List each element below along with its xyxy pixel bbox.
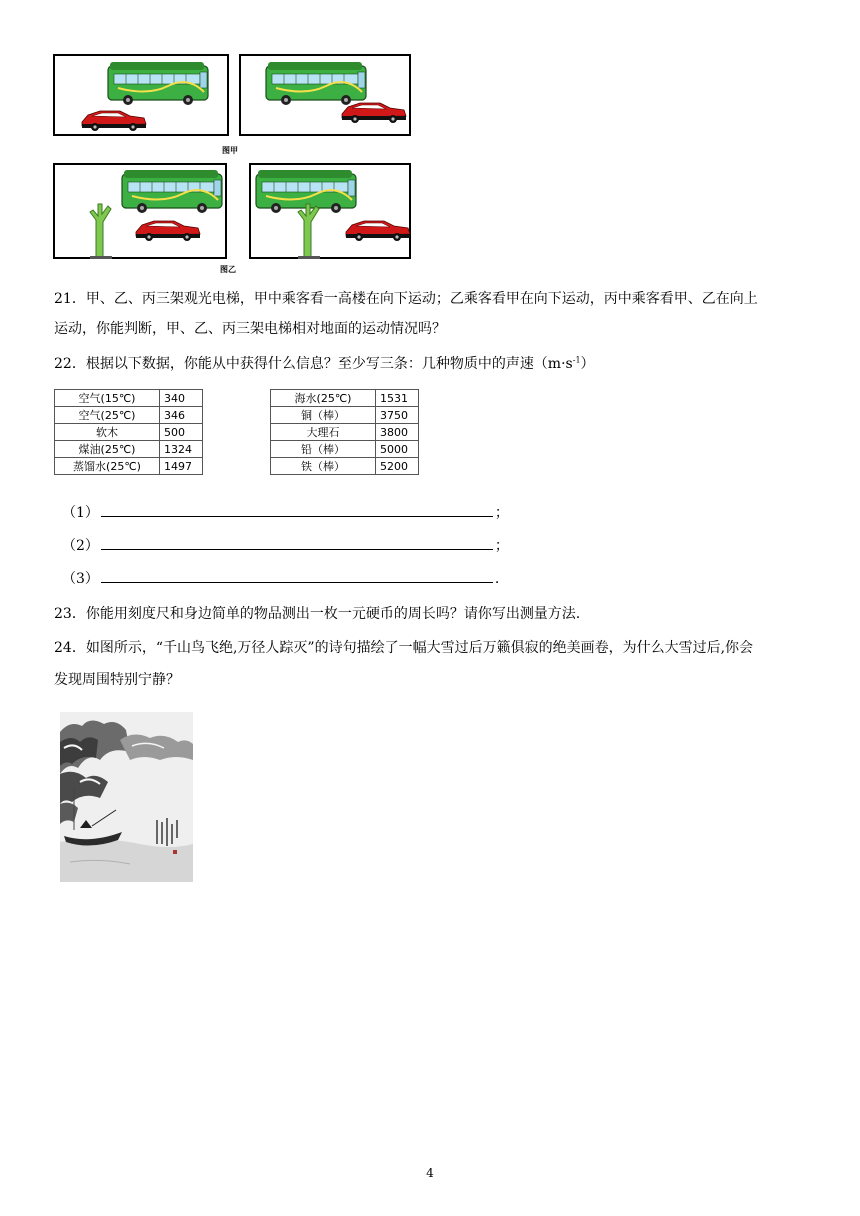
- q22-unit-sup: -1: [572, 355, 581, 365]
- caption-top: 图甲: [222, 146, 238, 155]
- material-name: 铅（棒）: [271, 441, 376, 458]
- sound-row: [271, 441, 419, 458]
- material-name: 蒸馏水(25℃): [55, 458, 160, 475]
- motion-figure-svg: [52, 52, 412, 274]
- q24-line2: 发现周围特别宁静？: [54, 672, 180, 688]
- sound-speed-value: 3800: [376, 424, 419, 441]
- sound-speed-value: 1531: [376, 390, 419, 407]
- material-name: 铁（棒）: [271, 458, 376, 475]
- blank-end-3: .: [494, 571, 500, 587]
- sound-speed-value: 346: [160, 407, 203, 424]
- sound-speed-value: 1497: [160, 458, 203, 475]
- sound-speed-value: 5000: [376, 441, 419, 458]
- q22-close: ）: [580, 356, 595, 372]
- sound-speed-value: 340: [160, 390, 203, 407]
- sound-row: [55, 441, 203, 458]
- answer-blank-3[interactable]: [62, 568, 499, 588]
- blank-end-2: ；: [494, 538, 509, 554]
- material-name: 煤油(25℃): [55, 441, 160, 458]
- material-name: 大理石: [271, 424, 376, 441]
- blank-line-1[interactable]: [101, 504, 493, 517]
- blank-line-3[interactable]: [101, 570, 493, 583]
- sound-speed-value: 500: [160, 424, 203, 441]
- sound-row: [55, 458, 203, 475]
- painting-svg: [60, 712, 193, 882]
- sound-row: [55, 424, 203, 441]
- sound-row: [271, 458, 419, 475]
- material-name: 海水(25℃): [271, 390, 376, 407]
- blank-label-1: （1）: [62, 505, 99, 521]
- material-name: 空气(15℃): [55, 390, 160, 407]
- snow-landscape-painting: [60, 712, 193, 882]
- answer-blank-1[interactable]: [62, 502, 509, 522]
- sound-row: [55, 390, 203, 407]
- sound-table-right: [270, 389, 419, 475]
- sound-row: [271, 424, 419, 441]
- sound-table-left: [54, 389, 203, 475]
- blank-label-2: （2）: [62, 538, 99, 554]
- sound-row: [55, 407, 203, 424]
- material-name: 铜（棒）: [271, 407, 376, 424]
- sound-row: [271, 390, 419, 407]
- blank-end-1: ；: [494, 505, 509, 521]
- q23-text: 23．你能用刻度尺和身边简单的物品测出一枚一元硬币的周长吗？请你写出测量方法.: [54, 606, 581, 622]
- page-number: 4: [426, 1166, 434, 1180]
- motion-figure: [52, 52, 412, 274]
- blank-label-3: （3）: [62, 571, 99, 587]
- sound-speed-value: 5200: [376, 458, 419, 475]
- q22-prompt: [54, 353, 595, 373]
- sound-speed-value: 3750: [376, 407, 419, 424]
- caption-bottom: 图乙: [220, 265, 236, 274]
- material-name: 软木: [55, 424, 160, 441]
- q24-line1: 24．如图所示，“千山鸟飞绝,万径人踪灭”的诗句描绘了一幅大雪过后万籁俱寂的绝美画卷，为什么大雪过后,你会: [54, 640, 754, 656]
- sound-row: [271, 407, 419, 424]
- sound-speed-value: 1324: [160, 441, 203, 458]
- q21-line1: 21．甲、乙、丙三架观光电梯，甲中乘客看一高楼在向下运动；乙乘客看甲在向下运动，丙中乘客看甲、乙在向上: [54, 291, 758, 307]
- q22-text: 22．根据以下数据，你能从中获得什么信息？至少写三条：几种物质中的声速（m·s: [54, 356, 573, 372]
- material-name: 空气(25℃): [55, 407, 160, 424]
- answer-blank-2[interactable]: [62, 535, 509, 555]
- blank-line-2[interactable]: [101, 537, 493, 550]
- q21-line2: 运动，你能判断，甲、乙、丙三架电梯相对地面的运动情况吗？: [54, 321, 446, 337]
